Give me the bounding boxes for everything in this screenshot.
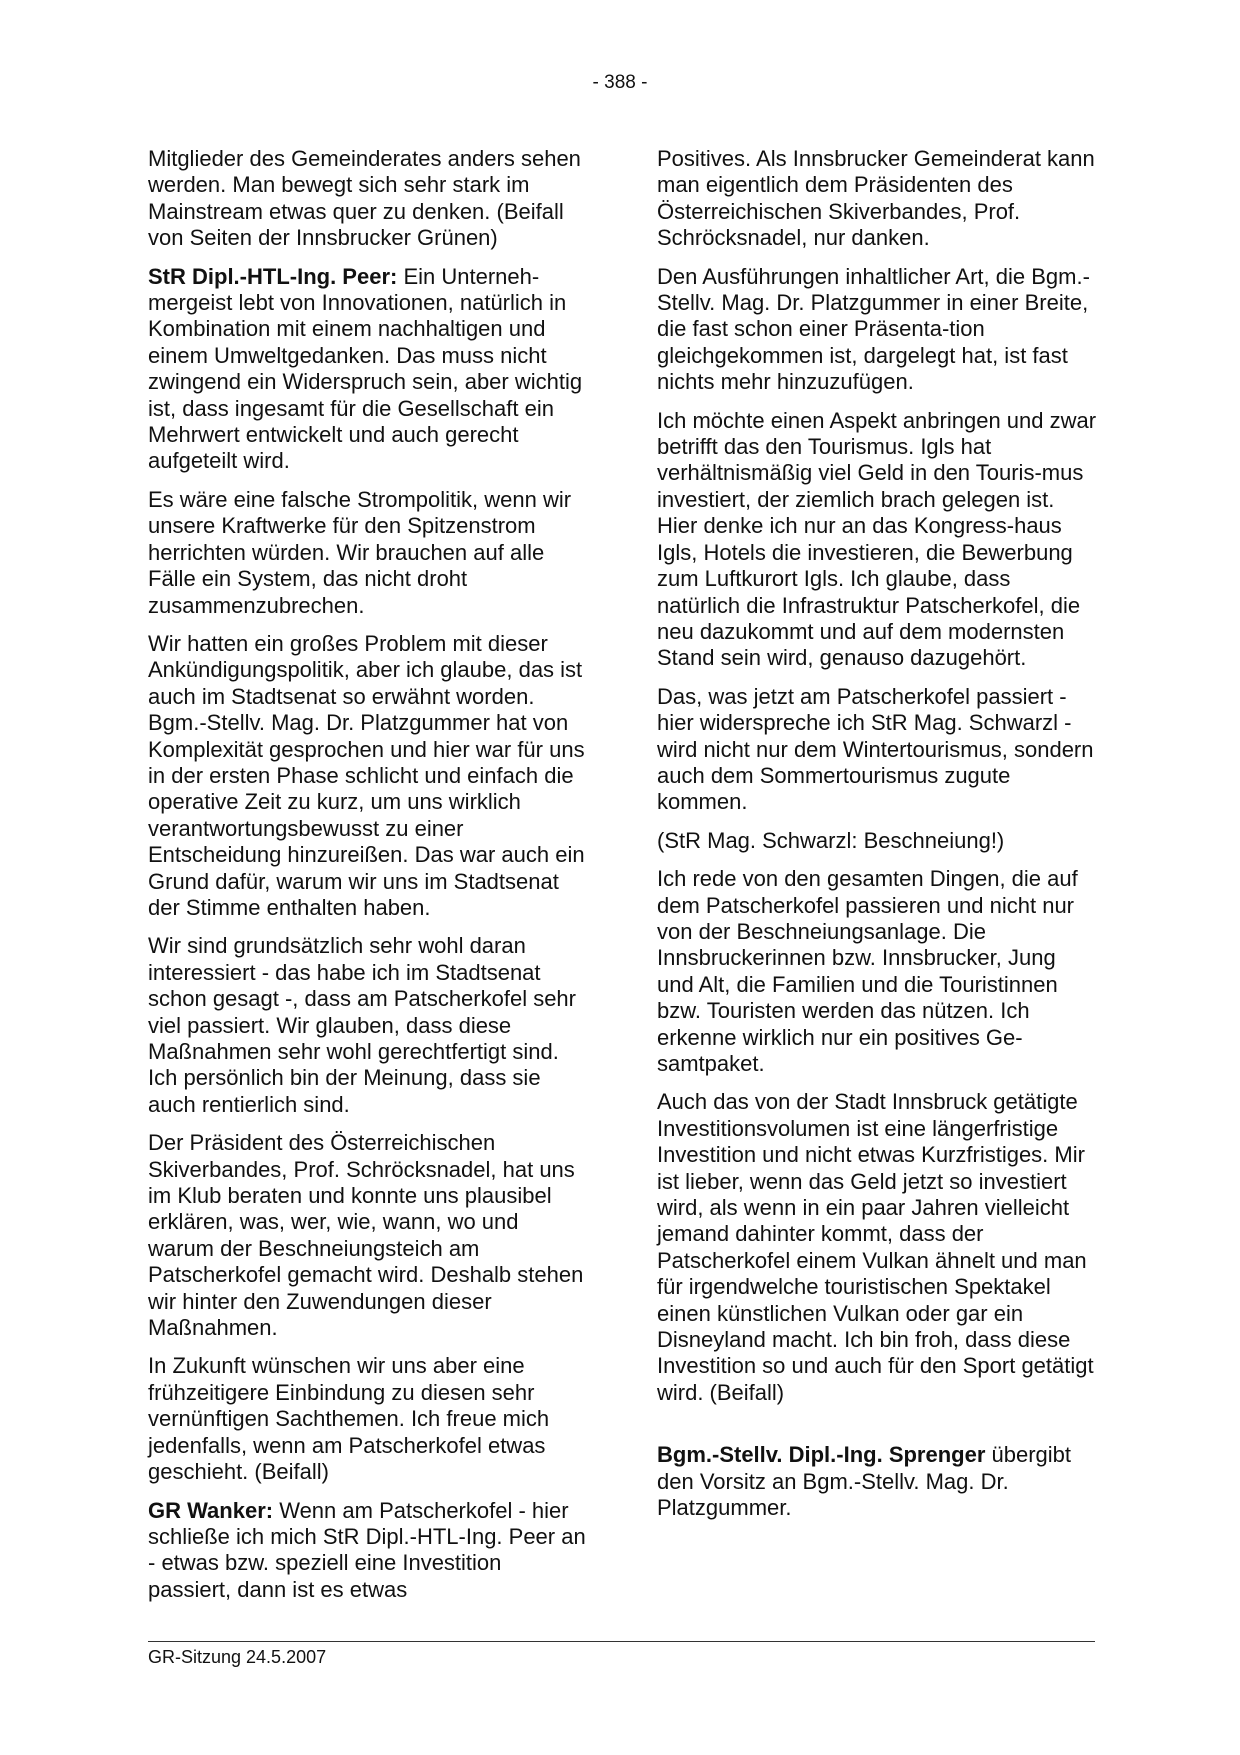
- paragraph-text: Es wäre eine falsche Strompolitik, wenn wir unsere Kraftwerke für den Spitzenstrom herrichten würden. Wir brauchen auf alle Fälle ein System, das nicht droht zusammenzubrechen.: [148, 486, 572, 618]
- paragraph-text: Mitglieder des Gemeinderates anders sehen werden. Man bewegt sich sehr stark im Mainstream etwas quer zu denken. (Beifall von Seiten der Innsbrucker Grünen): [148, 146, 581, 251]
- paragraph-text: Den Ausführungen inhaltlicher Art, die Bgm.-Stellv. Mag. Dr. Platzgummer in einer Breite, die fast schon einer Präsenta-tion gleichgekommen ist, dargelegt hat, ist fast nichts mehr hinzuzufügen.: [657, 263, 1090, 395]
- paragraph-text: Ein Unterneh-mergeist lebt von Innovationen, natürlich in Kombination mit einem nachhaltigen und einem Umweltgedanken. Das muss nicht zwingend ein Widerspruch sein, aber wichtig ist, dass ingesamt für die Gesellschaft ein Mehrwert entwickelt und auch gerecht aufgeteilt wird.: [148, 263, 583, 474]
- speaker-name: StR Dipl.-HTL-Ing. Peer:: [148, 263, 398, 289]
- paragraph: [148, 1130, 588, 1341]
- paragraph: [148, 146, 588, 252]
- paragraph: [657, 828, 1097, 854]
- paragraph: [657, 866, 1097, 1077]
- paragraph: [148, 487, 588, 619]
- paragraph-text: Das, was jetzt am Patscherkofel passiert - hier widerspreche ich StR Mag. Schwarzl - wird nicht nur dem Wintertourismus, sondern auch dem Sommertourismus zugute kommen.: [657, 683, 1094, 815]
- paragraph: [657, 264, 1097, 396]
- paragraph-text: Ich möchte einen Aspekt anbringen und zwar betrifft das den Tourismus. Igls hat verhältnismäßig viel Geld in den Touris-mus investiert, der ziemlich brach gelegen ist. Hier denke ich nur an das Kongress-haus Igls, Hotels die investieren, die Bewerbung zum Luftkurort Igls. Ich glaube, dass natürlich die Infrastruktur Patscherkofel, die neu dazukommt und auf dem modernsten Stand sein wird, genauso dazugehört.: [657, 407, 1097, 671]
- paragraph-text: In Zukunft wünschen wir uns aber eine frühzeitigere Einbindung zu diesen sehr vernünftigen Sachthemen. Ich freue mich jedenfalls, wenn am Patscherkofel etwas geschieht. (Beifall): [148, 1353, 550, 1485]
- paragraph-spacer: [657, 1418, 1097, 1442]
- paragraph: [148, 631, 588, 921]
- speaker-name: Bgm.-Stellv. Dipl.-Ing. Sprenger: [657, 1442, 986, 1468]
- paragraph-text: Der Präsident des Österreichischen Skiverbandes, Prof. Schröcksnadel, hat uns im Klub beraten und konnte uns plausibel erklären, was, wer, wie, wann, wo und warum der Beschneiungsteich am Patscherkofel gemacht wird. Deshalb stehen wir hinter den Zuwendungen dieser Maßnahmen.: [148, 1130, 584, 1341]
- paragraph: [657, 146, 1097, 252]
- paragraph: [657, 684, 1097, 816]
- speaker-name: GR Wanker:: [148, 1497, 274, 1523]
- left-column: [148, 146, 588, 1615]
- right-column: [657, 146, 1097, 1534]
- paragraph-text: Wenn am Patscherkofel - hier schließe ich mich StR Dipl.-HTL-Ing. Peer an - etwas bzw. speziell eine Investition passiert, dann ist es etwas: [148, 1497, 586, 1602]
- paragraph-text: Wir sind grundsätzlich sehr wohl daran interessiert - das habe ich im Stadtsenat schon gesagt -, dass am Patscherkofel sehr viel passiert. Wir glauben, dass diese Maßnahmen sehr wohl gerechtfertigt sind. Ich persönlich bin der Meinung, dass sie auch rentierlich sind.: [148, 933, 576, 1117]
- paragraph: [657, 1442, 1097, 1521]
- paragraph-text: übergibt den Vorsitz an Bgm.-Stellv. Mag. Dr. Platzgummer.: [657, 1442, 1072, 1521]
- paragraph: [148, 1353, 588, 1485]
- paragraph: [148, 1498, 588, 1604]
- paragraph-text: Positives. Als Innsbrucker Gemeinderat kann man eigentlich dem Präsidenten des Österreichischen Skiverbandes, Prof. Schröcksnadel, nur danken.: [657, 146, 1095, 251]
- page-number: - 388 -: [592, 72, 648, 93]
- paragraph-text: Auch das von der Stadt Innsbruck getätigte Investitionsvolumen ist eine längerfristige Investition und nicht etwas Kurzfristiges. Mir ist lieber, wenn das Geld jetzt so investiert wird, als wenn in ein paar Jahren vielleicht jemand dahinter kommt, dass der Patscherkofel einem Vulkan ähnelt und man für irgendwelche touristischen Spektakel einen künstlichen Vulkan oder gar ein Disneyland macht. Ich bin froh, dass diese Investition so und auch für den Sport getätigt wird. (Beifall): [657, 1089, 1094, 1405]
- paragraph: [148, 264, 588, 475]
- footer-session-date: GR-Sitzung 24.5.2007: [148, 1647, 327, 1667]
- paragraph-text: (StR Mag. Schwarzl: Beschneiung!): [657, 827, 1005, 853]
- footer-divider: [148, 1641, 1095, 1642]
- paragraph: [657, 408, 1097, 672]
- paragraph-text: Wir hatten ein großes Problem mit dieser Ankündigungspolitik, aber ich glaube, das ist auch im Stadtsenat so erwähnt worden. Bgm.-Stellv. Mag. Dr. Platzgummer hat von Komplexität gesprochen und hier war für uns in der ersten Phase schlicht und einfach die operative Zeit zu kurz, um uns wirklich verantwortungsbewusst zu einer Entscheidung hinzureißen. Das war auch ein Grund dafür, warum wir uns im Stadtsenat der Stimme enthalten haben.: [148, 630, 585, 920]
- paragraph: [148, 933, 588, 1118]
- paragraph-text: Ich rede von den gesamten Dingen, die auf dem Patscherkofel passieren und nicht nur von der Beschneiungsanlage. Die Innsbruckerinnen bzw. Innsbrucker, Jung und Alt, die Familien und die Touristinnen bzw. Touristen werden das nützen. Ich erkenne wirklich nur ein positives Ge-samtpaket.: [657, 866, 1078, 1076]
- paragraph: [657, 1089, 1097, 1406]
